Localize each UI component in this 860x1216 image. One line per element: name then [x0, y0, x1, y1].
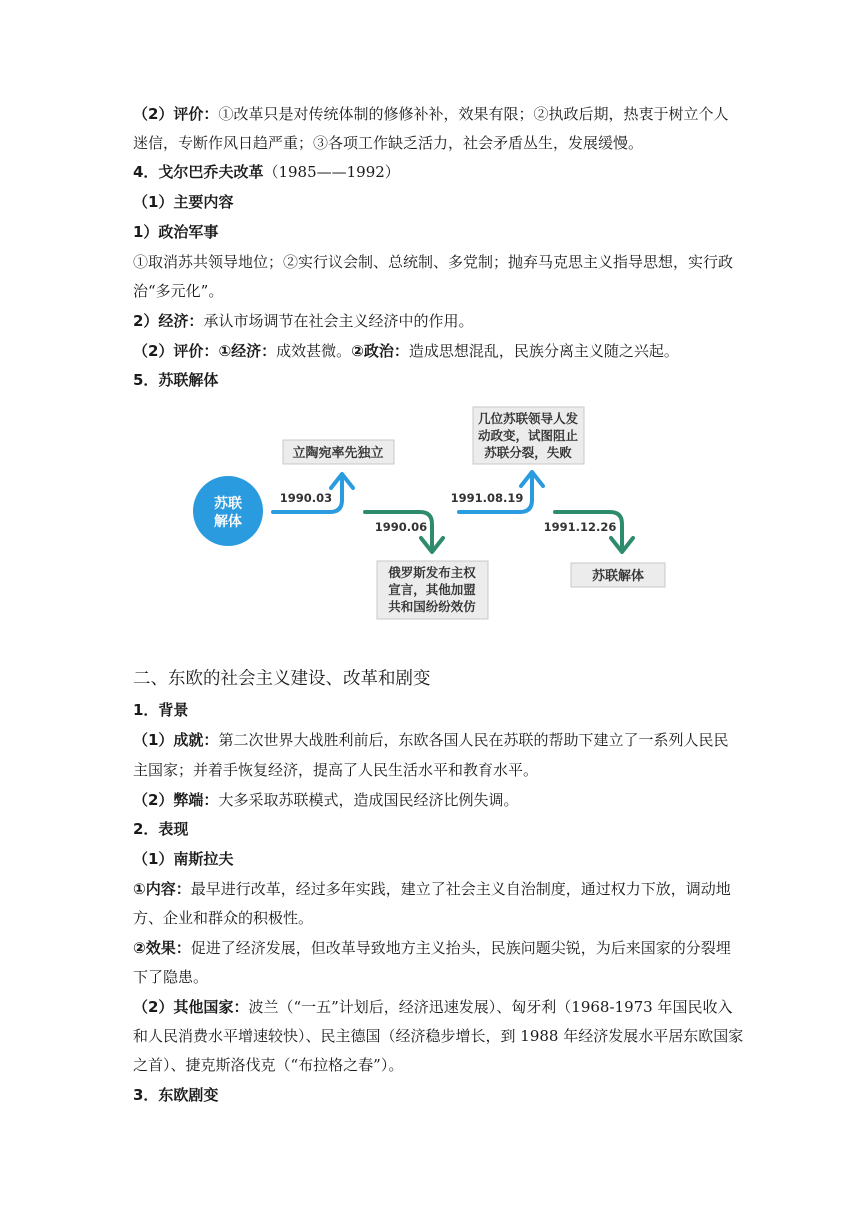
step2-box-line1: 俄罗斯发布主权	[388, 565, 476, 580]
heading-manifestation: 2．表现	[133, 820, 189, 838]
step4-box-text: 苏联解体	[591, 569, 645, 584]
step3-box-line1: 几位苏联领导人发	[477, 411, 579, 426]
eval-politics-text: 造成思想混乱，民族分离主义随之兴起。	[408, 342, 679, 360]
eval-politics-label: ②政治：	[351, 342, 409, 360]
effect-label: ②效果：	[133, 939, 191, 957]
evaluation-text: ①改革只是对传统体制的修修补补，效果有限；②执政后期，热衷于树立个人	[218, 105, 729, 123]
eval-economy-label: ①经济：	[218, 342, 277, 360]
achievement-label: （1）成就：	[133, 731, 219, 749]
other-countries-continuation-2: 之首）、捷克斯洛伐克（“布拉格之春”）。	[133, 1056, 404, 1074]
heading-background: 1．背景	[133, 701, 189, 719]
other-countries-label: （2）其他国家：	[133, 998, 249, 1016]
step3-box-line2: 动政变，试图阻止	[477, 428, 579, 443]
circle-label-line2: 解体	[214, 514, 242, 530]
step2-date: 1990.06	[374, 520, 428, 534]
achievement-paragraph	[133, 730, 733, 750]
step4-date: 1991.12.26	[543, 520, 617, 534]
yugoslavia-effect-continuation: 下了隐患。	[133, 968, 209, 986]
content-label: ①内容：	[133, 880, 191, 898]
drawback-label: （2）弊端：	[133, 791, 219, 809]
yugoslavia-effect-paragraph	[133, 938, 733, 958]
politics-paragraph: ①取消苏共领导地位；②实行议会制、总统制、多党制；抛弃马克思主义指导思想，实行政	[133, 253, 734, 271]
step3-date: 1991.08.19	[450, 491, 524, 505]
gorbachev-eval-label: （2）评价：	[133, 342, 219, 360]
effect-text: 促进了经济发展，但改革导致地方主义抬头，民族问题尖锐，为后来国家的分裂埋	[190, 939, 731, 957]
heading-gorbachev-title: 4．戈尔巴乔夫改革	[133, 163, 264, 181]
heading-gorbachev-years: （1985——1992）	[263, 163, 400, 181]
achievement-text: 第二次世界大战胜利前后，东欧各国人民在苏联的帮助下建立了一系列人民民	[218, 731, 729, 749]
heading-yugoslavia: （1）南斯拉夫	[133, 850, 234, 868]
yugoslavia-content-continuation: 方、企业和群众的积极性。	[133, 909, 314, 927]
drawback-text: 大多采取苏联模式，造成国民经济比例失调。	[218, 791, 519, 809]
step2-box-line3: 共和国纷纷效仿	[388, 599, 476, 614]
economy-label: 2）经济：	[133, 312, 204, 330]
step2-box-line2: 宣言，其他加盟	[388, 582, 476, 597]
other-countries-continuation-1: 和人民消费水平增速较快）、民主德国（经济稳步增长，到 1988 年经济发展水平居东欧国家	[133, 1027, 744, 1045]
economy-text: 承认市场调节在社会主义经济中的作用。	[203, 312, 474, 330]
yugoslavia-content-paragraph	[133, 879, 733, 899]
section2-title: 二、东欧的社会主义建设、改革和剧变	[133, 669, 431, 689]
eval-economy-text: 成效甚微。	[276, 342, 352, 360]
step1-box-text: 立陶宛率先独立	[292, 446, 384, 461]
achievement-continuation: 主国家；并着手恢复经济，提高了人民生活水平和教育水平。	[133, 761, 539, 779]
evaluation-label: （2）评价：	[133, 105, 219, 123]
drawback-paragraph	[133, 790, 733, 810]
heading-main-content: （1）主要内容	[133, 193, 234, 211]
heading-politics-military: 1）政治军事	[133, 223, 219, 241]
evaluation-continuation: 迷信，专断作风日趋严重；③各项工作缺乏活力，社会矛盾丛生，发展缓慢。	[133, 134, 644, 152]
other-countries-paragraph	[133, 997, 733, 1017]
heading-eastern-europe-upheaval: 3．东欧剧变	[133, 1086, 219, 1104]
content-text: 最早进行改革，经过多年实践，建立了社会主义自治制度，通过权力下放，调动地	[190, 880, 731, 898]
heading-ussr-dissolution: 5．苏联解体	[133, 371, 219, 389]
other-countries-text: 波兰（“一五”计划后，经济迅速发展）、匈牙利（1968-1973 年国民收入	[248, 998, 733, 1016]
politics-continuation: 治“多元化”。	[133, 282, 224, 300]
step3-box-line3: 苏联分裂，失败	[484, 445, 572, 460]
step1-date: 1990.03	[279, 491, 333, 505]
circle-label-line1: 苏联	[214, 496, 242, 512]
